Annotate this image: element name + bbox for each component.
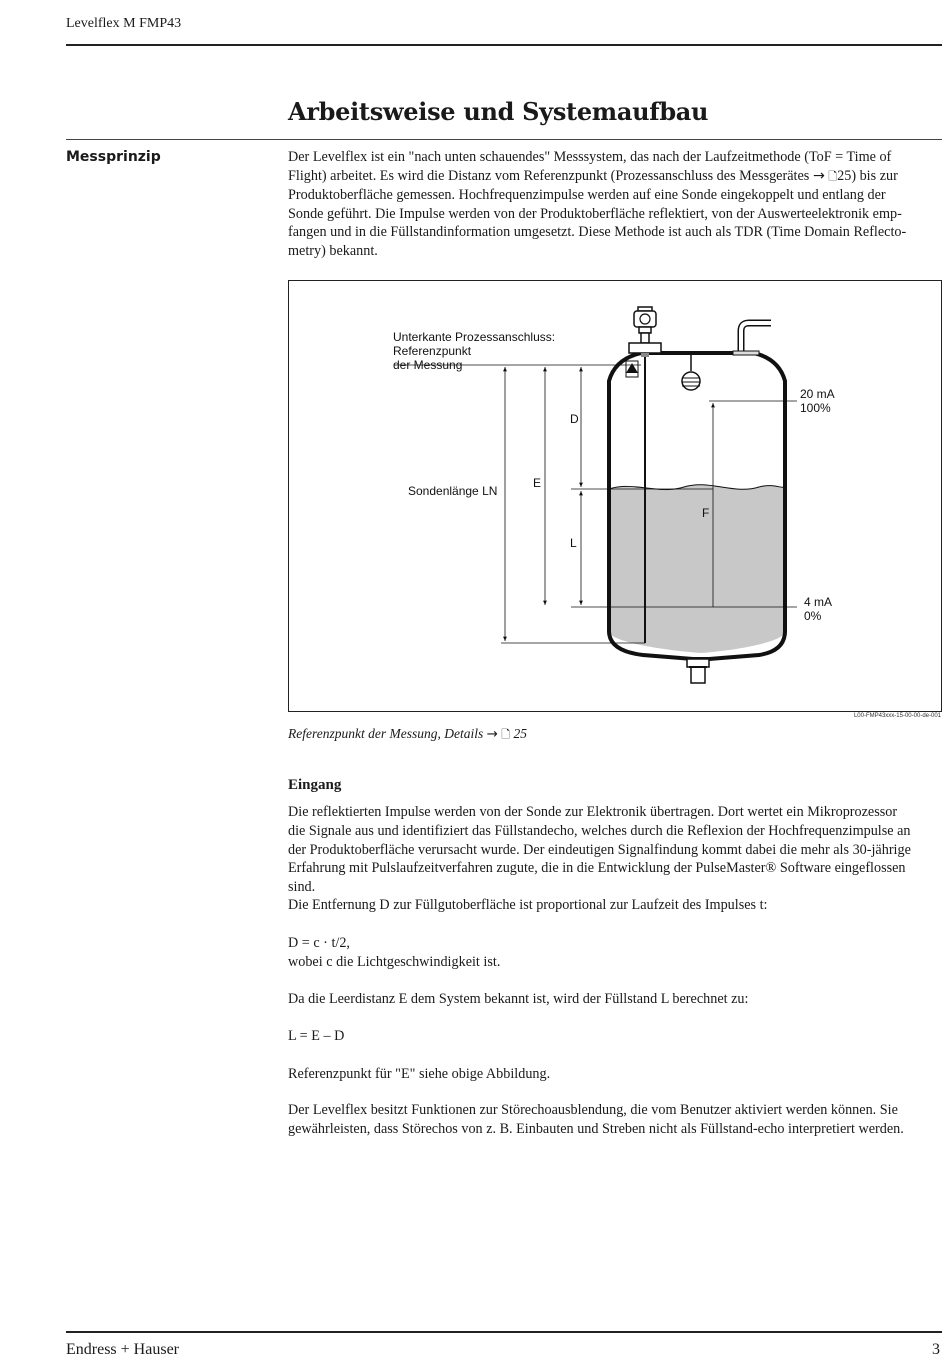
intro-paragraph (288, 148, 940, 261)
ref-label: der Messung (393, 358, 463, 372)
page-ref-icon: 🗋 (828, 170, 838, 183)
caption-text: Referenzpunkt der Messung, Details (288, 726, 484, 741)
intro-line: Sonde geführt. Die Impulse werden von der Produktoberfläche reflektiert, von der Auswerteelektronik emp- (288, 205, 902, 222)
intro-line: Der Levelflex ist ein "nach unten schauendes" Messsystem, das nach der Laufzeitmethode (ToF = Time of (288, 149, 892, 165)
top-pipe (741, 323, 771, 353)
page-number: 3 (932, 1341, 940, 1358)
intro-text: Flight) arbeitet. Es wird die Distanz vom Referenzpunkt (Prozessanschluss des Messgerätes (288, 167, 810, 184)
footer-rule (66, 1331, 942, 1333)
page-ref-icon: 🗋 (501, 729, 511, 741)
intro-line: metry) bekannt. (288, 242, 378, 259)
footer-company: Endress + Hauser (66, 1341, 179, 1358)
section-label: Messprinzip (66, 149, 161, 165)
caption-page-ref: 25 (513, 726, 528, 741)
label-e: E (533, 476, 542, 490)
body-line: Da die Leerdistanz E dem System bekannt ist, wird der Füllstand L berechnet zu: (288, 991, 749, 1007)
page-title: Arbeitsweise und Systemaufbau (288, 97, 709, 126)
page-ref: 25) bis zur (837, 167, 898, 184)
formula-line: D = c · t/2, (288, 935, 350, 951)
bottom-current-label: 4 mA (804, 595, 833, 609)
ref-label: Referenzpunkt (393, 344, 472, 358)
figure-frame (288, 280, 942, 712)
intro-line: Produktoberfläche gemessen. Hochfrequenzimpulse werden auf eine Sonde eingekoppelt und entlang der (288, 187, 886, 204)
label-f: F (702, 506, 710, 520)
formula-line: L = E – D (288, 1028, 345, 1044)
intro-line: fangen und in die Füllstandinformation umgesetzt. Diese Methode ist auch als TDR (Time Domain Reflecto- (288, 224, 907, 241)
probe-length-label: Sondenlänge LN (408, 484, 498, 498)
top-percent-label: 100% (800, 401, 831, 415)
header-rule (66, 44, 942, 46)
body-line: Der Levelflex besitzt Funktionen zur Störechoausblendung, die vom Benutzer aktiviert werden können. Sie (288, 1102, 898, 1118)
arrow-icon: → (486, 726, 498, 742)
figure-caption (288, 726, 527, 745)
body-line: Die reflektierten Impulse werden von der Sonde zur Elektronik übertragen. Dort wertet ein Mikroprozessor (288, 804, 898, 820)
levelflex-device-icon (629, 307, 661, 357)
bottom-nozzle (687, 659, 709, 667)
float-icon (682, 372, 700, 390)
label-d: D (570, 412, 579, 426)
section-heading-eingang: Eingang (288, 777, 342, 793)
body-line: Die Entfernung D zur Füllgutoberfläche ist proportional zur Laufzeit des Impulses t: (288, 897, 768, 913)
label-l: L (570, 536, 577, 550)
body-line: Referenzpunkt für "E" siehe obige Abbildung. (288, 1066, 551, 1082)
top-current-label: 20 mA (800, 387, 835, 401)
body-line: der Produktoberfläche verursacht wurde. Der eindeutigen Signalfindung kommt dabei die mehr als 30-jährige (288, 842, 911, 858)
liquid-fill (609, 485, 785, 653)
bottom-percent-label: 0% (804, 609, 822, 623)
section-rule (66, 139, 942, 140)
ref-label: Unterkante Prozessanschluss: (393, 330, 556, 344)
intro-line (288, 167, 940, 187)
document-header: Levelflex M FMP43 (66, 16, 182, 31)
body-line: Erfahrung mit Pulslaufzeitverfahren zugute, die in die Entwicklung der PulseMaster® Software eingeflossen (288, 860, 906, 876)
arrow-icon: → (812, 167, 825, 184)
body-line: wobei c die Lichtgeschwindigkeit ist. (288, 954, 501, 970)
tank-diagram (289, 281, 941, 711)
body-line: die Signale aus und identifiziert das Füllstandecho, welches durch die Reflexion der Hochfrequenzimpulse an (288, 823, 911, 839)
body-line: sind. (288, 879, 316, 895)
figure-code: L00-FMP43xxx-15-00-00-de-001 (853, 713, 941, 719)
body-line: gewährleisten, dass Störechos von z. B. Einbauten und Streben nicht als Füllstand-echo interpretiert werden. (288, 1121, 904, 1137)
